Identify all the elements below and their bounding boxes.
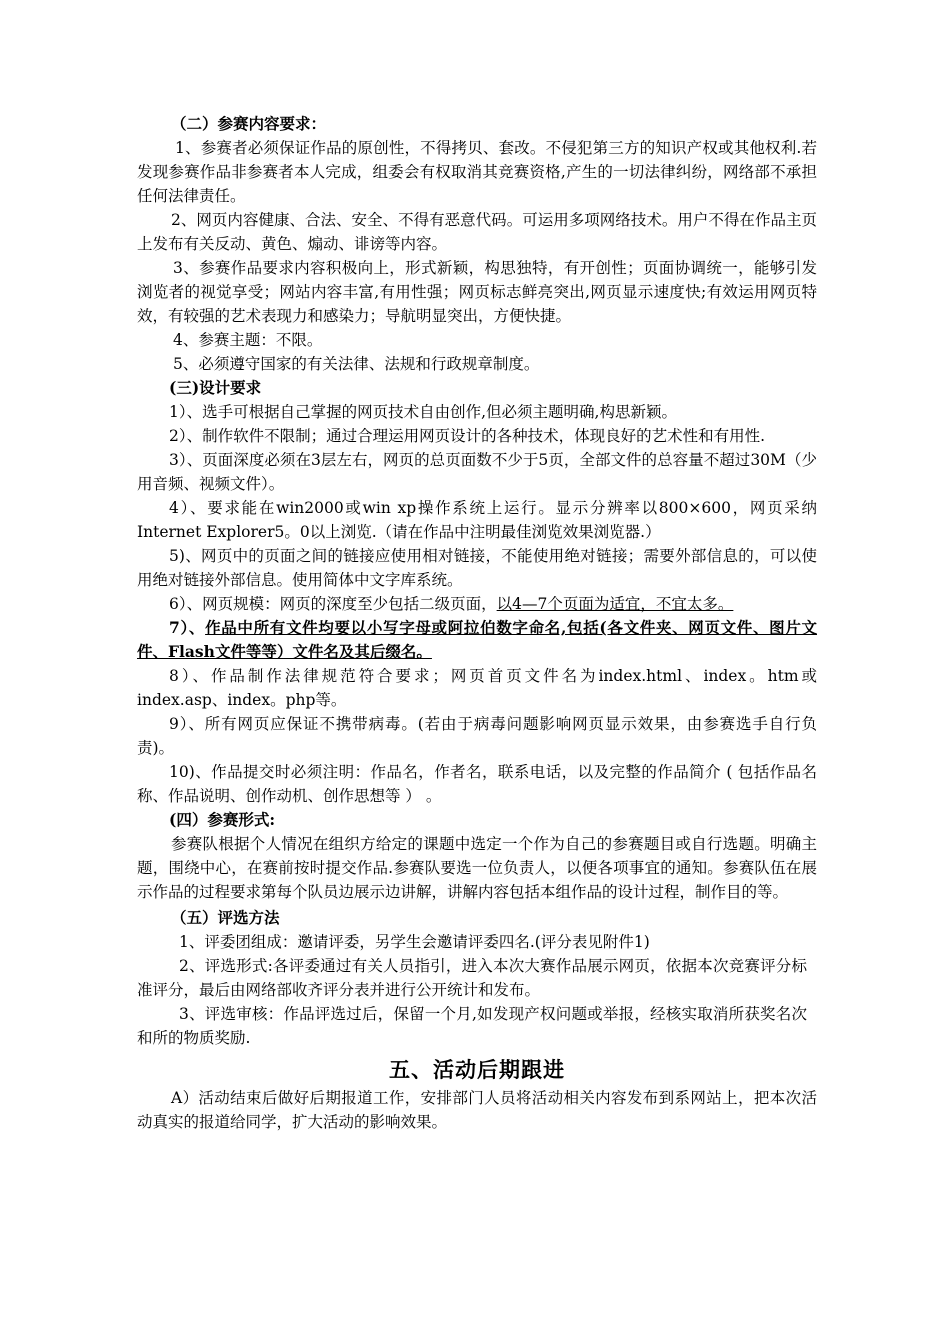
section-heading-judging-method: （五）评选方法 bbox=[171, 908, 280, 927]
section-heading-design-requirements: (三)设计要求 bbox=[169, 378, 262, 397]
paragraph: 9）、所有网页应保证不携带病毒。(若由于病毒问题影响网页显示效果，由参赛选手自行负责)。 bbox=[137, 715, 817, 757]
paragraph-file-naming bbox=[137, 616, 817, 664]
paragraph: 1）、选手可根据自己掌握的网页技术自由创作,但必须主题明确,构思新颖。 bbox=[169, 403, 677, 421]
paragraph: 5、必须遵守国家的有关法律、法规和行政规章制度。 bbox=[173, 355, 540, 373]
paragraph: 3、评选审核：作品评选过后，保留一个月,如发现产权问题或举报，经核实取消所获奖名次和所的物质奖励. bbox=[137, 1005, 807, 1047]
paragraph: 5)、网页中的页面之间的链接应使用相对链接，不能使用绝对链接；需要外部信息的，可以使用绝对链接外部信息。使用简体中文字库系统。 bbox=[137, 547, 817, 589]
section-heading-participation-form: (四）参赛形式: bbox=[169, 810, 276, 829]
paragraph: 2、网页内容健康、合法、安全、不得有恶意代码。可运用多项网络技术。用户不得在作品主页上发布有关反动、黄色、煽动、诽谤等内容。 bbox=[137, 211, 817, 253]
paragraph: 10)、作品提交时必须注明：作品名，作者名，联系电话，以及完整的作品简介 ( 包括作品名称、作品说明、创作动机、创作思想等 ） 。 bbox=[137, 763, 817, 805]
paragraph: 3、参赛作品要求内容积极向上，形式新颖，构思独特，有开创性；页面协调统一，能够引发浏览者的视觉享受；网站内容丰富,有用性强；网页标志鲜亮突出,网页显示速度快;有效运用网页特效，有较强的艺术表现力和感染力；导航明显突出，方便快捷。 bbox=[137, 259, 817, 325]
part-title-follow-up: 五、活动后期跟进 bbox=[389, 1057, 565, 1082]
paragraph: 2、评选形式:各评委通过有关人员指引，进入本次大赛作品展示网页，依据本次竞赛评分标准评分，最后由网络部收齐评分表并进行公开统计和发布。 bbox=[137, 957, 807, 999]
document-page bbox=[137, 112, 817, 1134]
paragraph-page-scale bbox=[137, 592, 817, 616]
paragraph: 8）、作品制作法律规范符合要求；网页首页文件名为index.html、index。htm或index.asp、index。php等。 bbox=[137, 667, 817, 709]
paragraph: 4）、要求能在win2000或win xp操作系统上运行。显示分辨率以800×600，网页采纳Internet Explorer5。0以上浏览.（请在作品中注明最佳浏览效果浏览器.） bbox=[137, 499, 817, 541]
underlined-text: 以4—7个页面为适宜，不宜太多。 bbox=[496, 595, 734, 613]
text-run: 7）、 bbox=[169, 618, 206, 637]
underlined-bold-text: 作品中所有文件均要以小写字母或阿拉伯数字命名,包括(各文件夹、网页文件、图片文件、Flash文件等等）文件名及其后缀名。 bbox=[137, 618, 818, 661]
paragraph: 4、参赛主题：不限。 bbox=[173, 331, 323, 349]
paragraph: 2）、制作软件不限制；通过合理运用网页设计的各种技术，体现良好的艺术性和有用性. bbox=[169, 427, 766, 445]
paragraph: 3）、页面深度必须在3层左右，网页的总页面数不少于5页，全部文件的总容量不超过30M（少用音频、视频文件）。 bbox=[137, 451, 817, 493]
paragraph: 1、参赛者必须保证作品的原创性，不得拷贝、套改。不侵犯第三方的知识产权或其他权利.若发现参赛作品非参赛者本人完成，组委会有权取消其竞赛资格,产生的一切法律纠纷，网络部不承担任何法律责任。 bbox=[137, 139, 817, 205]
paragraph: 参赛队根据个人情况在组织方给定的课题中选定一个作为自己的参赛题目或自行选题。明确主题，围绕中心，在赛前按时提交作品.参赛队要选一位负责人，以便各项事宜的通知。参赛队伍在展示作品的过程要求第每个队员边展示边讲解，讲解内容包括本组作品的设计过程，制作目的等。 bbox=[137, 835, 817, 901]
paragraph: A）活动结束后做好后期报道工作，安排部门人员将活动相关内容发布到系网站上，把本次活动真实的报道给同学，扩大活动的影响效果。 bbox=[137, 1089, 817, 1131]
text-run: 6）、网页规模：网页的深度至少包括二级页面， bbox=[169, 595, 497, 613]
section-heading-content-requirements: （二）参赛内容要求： bbox=[171, 114, 327, 133]
paragraph: 1、评委团组成：邀请评委，另学生会邀请评委四名.(评分表见附件1) bbox=[179, 933, 650, 951]
